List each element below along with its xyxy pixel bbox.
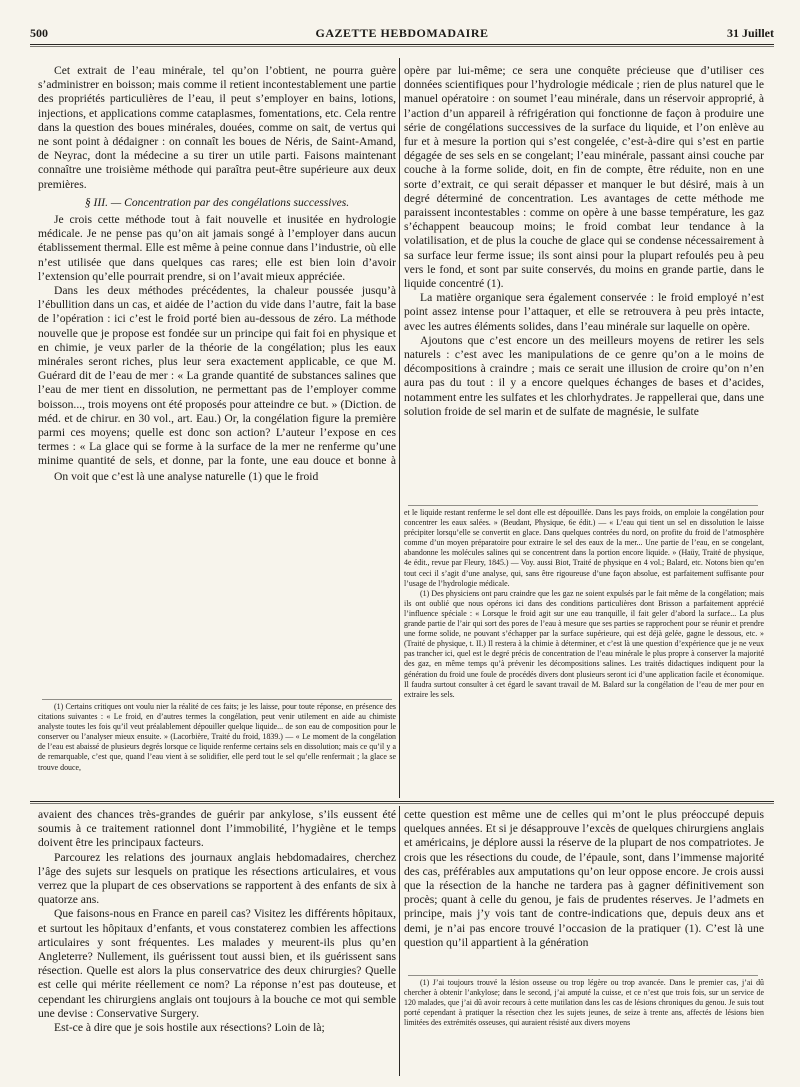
right-notes-rule [408, 505, 758, 506]
paragraph: Je crois cette méthode tout à fait nouvelle et inusitée en hydrologie médicale. Je ne pense pas qu’on ait jamais songé à l’employer dans aucun établissement thermal. Elle est même à peine connue dans l’industrie, où elle n’est utilisée que dans quelques cas rares; elle est bien loin d’avoir l’extension qu’elle pourrait prendre, si on l’avait mieux appréciée. [38, 213, 396, 283]
left-notes-rule [42, 699, 392, 700]
footnote-text: (1) J’ai toujours trouvé la lésion osseuse ou trop légère ou trop avancée. Dans le premier cas, j’ai dû chercher à obtenir l’ankylose; dans le second, j’ai amputé la cuisse, et ce n’est que trois fois, sur un service de 120 malades, que j’ai dû avoir recours à cette mutilation dans les cas de lésions chroniques du genou. Je suis tout porté cependant à pratiquer la résection chez les sujets jeunes, de seize à trente ans, affectés de lésions bien limitées des extrémités osseuses, qui auraient résisté aux divers moyens [404, 978, 764, 1028]
top-column-divider [399, 58, 400, 798]
bottom-right-column [404, 808, 764, 974]
top-left-column [38, 64, 396, 470]
paragraph: Cet extrait de l’eau minérale, tel qu’on l’obtient, ne pourra guère s’administrer en boisson; mais comme il retient incontestablement une partie des propriétés particulières de l’eau, il peut s’employer en bains, lotions, injections, et applications comme cataplasmes, fomentations, etc. Cela rentre dans la question des boues minérales, douées, comme on sait, de vertus qui ne sont point à dédaigner : on connaît les boues de Néris, de Saint-Amand, de Neyrac, dont la médecine a su tirer un utile parti. Faisons maintenant connaître une troisième méthode qui paraîtra peut-être supérieure aux deux premières. [38, 64, 396, 191]
paragraph: Ajoutons que c’est encore un des meilleurs moyens de retirer les sels naturels : c’est avec les manipulations de ce genre qu’on a le moins de décompositions à craindre ; mais ce serait une illusion de croire qu’on n’en aura pas du tout : il y a encore quelques échanges de bases et d’acides, notamment entre les sulfates et les chlorhydrates. Je rappellerai que, dans une solution froide de sel marin et de sulfate de magnésie, le sulfate [404, 333, 764, 418]
footnote-text: (1) Des physiciens ont paru craindre que les gaz ne soient expulsés par le fait même de la congélation; mais ils ont oublié que nous opérons ici dans des conditions particulières dont Brisson a parfaitement apprécié l’influence spéciale : « Lorsque le froid agit sur une eau tranquille, il fait geler d’abord la surface... La plus grande partie de l’air qui sort des pores de l’eau à mesure que ses parties se rapprochent pour se réunir et prendre une forme solide, ne pouvant s’échapper par la surface supérieure, qui est déjà gelée, gagne le dessous, etc. » (Traité de physique, t. II.) Il restera à la chimie à déterminer, et c’est là une question d’expérience que je ne veux pas trancher ici, quel est le degré précis de concentration de l’eau minérale le plus propre à conserver la majorité des gaz, en même temps qu’à prévenir les décompositions salines. Les traités didactiques indiquent pour la génération du froid une foule de procédés divers dont plusieurs seront ici d’une application facile et économique. Il faudra surtout consulter à cet égard le savant travail de M. Balard sur la congélation de l’eau de mer pour en extraire les sels. [404, 588, 764, 699]
section-heading: § III. — Concentration par des congélations successives. [84, 195, 350, 209]
paragraph: Que faisons-nous en France en pareil cas? Visitez les différents hôpitaux, et surtout les hôpitaux d’enfants, et vous constaterez combien les affections articulaires y sont fréquentes. Les malades y meurent-ils plus qu’en Angleterre? Nullement, ils guérissent tout aussi bien, et ils guérissent sans résection. Quelle est alors la plus conservatrice des deux chirurgies? Quelle est celle qui mérite réellement ce nom? La réponse n’est pas douteuse, et cependant les chirurgiens anglais ont toujours à la bouche ce mot qui semble une devise : Conservative Surgery. [38, 907, 396, 1020]
bottom-right-notes-rule [408, 975, 758, 976]
top-right-column [404, 64, 764, 504]
footnote-text: et le liquide restant renferme le sel dont elle est dépouillée. Dans les pays froids, on emploie la congélation pour concentrer les eaux salées. » (Beudant, Physique, 6e édit.) — « L’eau qui tient un sel en dissolution le laisse précipiter lorsqu’elle se convertit en glace. Dans quelques contrées du nord, on profite du froid de l’atmosphère comme d’un moyen préparatoire pour extraire le sel des eaux de la mer... Une partie de l’eau, en se congelant, abandonne les molécules salines qui se concentrent dans la portion encore liquide. » (Haüy, Traité de physique, 4e édit., revue par Fleury, 1845.) — Voy. aussi Biot, Traité de physique en 4 vol.; Balard, etc. Notons bien qu’en tout ceci il s’agit d’une analyse, qui, sans être rigoureuse d’une façon absolue, est parfaitement suffisante pour l’usage de l’hydrologie médicale. [404, 508, 764, 588]
bottom-column-divider [399, 806, 400, 1076]
paragraph: Est-ce à dire que je sois hostile aux résections? Loin de là; [54, 1021, 325, 1035]
footnote-text: (1) Certains critiques ont voulu nier la réalité de ces faits; je les laisse, pour toute réponse, en présence des citations suivantes : « Le froid, en d’autres termes la congélation, peut venir utilement en aide au chimiste analyste toutes les fois qu’il veut préalablement dépouiller quelque liquide... de son eau de composition pour le conserver ou l’analyser mieux ensuite. » (Lacorbière, Traité du froid, 1839.) — « Le moment de la congélation de l’eau est abaissé de plusieurs degrés lorsque ce liquide renferme certains sels en dissolution; mais ce qu’il y a de remarquable, c’est que, quand l’eau vient à se solidifier, elle perd tout le sel qu’elle renfermait ; la glace se trouve douce, [38, 702, 396, 772]
top-left-footnote [38, 702, 396, 794]
header-rule [30, 44, 774, 45]
top-left-column-continued [38, 470, 396, 698]
page-header [30, 26, 774, 44]
header-rule-second [30, 46, 774, 47]
paragraph: Dans les deux méthodes précédentes, la chaleur poussée jusqu’à l’ébullition dans un cas, et aidée de l’action du vide dans l’autre, fait la base de l’opération : ici c’est le froid porté bien au-dessous de zéro. La méthode nouvelle que je propose est fondée sur un principe qui fait foi en physique et en chimie, je veux parler de la théorie de la congélation; plus les eaux minérales seront riches, plus leur sera exactement applicable, ce que M. Guérard dit de l’eau de mer : « La grande quantité de substances salines que l’eau de mer tient en dissolution, ne permettant pas de l’employer comme boisson..., trois moyens ont été proposés pour atteindre ce but. » (Diction. de méd. et de chirur. en 30 vol., art. Eau.) Or, la congélation figure la première parmi ces moyens; quelle est donc son action? L’auteur l’expose en ces termes : « La glace qui se forme à la surface de la mer ne renferme qu’une minime quantité de sels, et donne, par la fonte, une eau douce et bonne à [38, 284, 396, 468]
issue-date: 31 Juillet [727, 26, 774, 40]
bottom-left-column [38, 808, 396, 1073]
paragraph: On voit que c’est là une analyse naturelle (1) que le froid [54, 470, 319, 483]
top-right-footnotes [404, 508, 764, 806]
paragraph: avaient des chances très-grandes de guérir par ankylose, s’ils eussent été soumis à ce traitement rationnel dont l’immobilité, l’hygiène et le temps doivent être les principaux facteurs. [38, 808, 396, 850]
page-number: 500 [30, 26, 48, 40]
paragraph: La matière organique sera également conservée : le froid employé n’est point assez intense pour l’attaquer, et elle se retrouvera à peu près intacte, avec les autres éléments solides, dans l’eau minérale sur laquelle on opère. [404, 291, 764, 333]
paragraph: cette question est même une de celles qui m’ont le plus préoccupé depuis quelques années. Et si je désapprouve l’excès de quelques chirurgiens anglais et américains, je déplore aussi la réserve de la plupart de nos compatriotes. Je crois que les résections du coude, de l’épaule, sont, dans l’immense majorité des cas, préférables aux amputations qu’on leur oppose encore. Je crois aussi que la résection de la hanche ne tardera pas à gagner définitivement son procès; quant à celle du genou, je fais de prudentes réserves. Je l’admets en principe, mais j’y vois tant de contre-indications que, depuis deux ans et demi, je n’ai pas encore trouvé l’occasion de la pratiquer (1). C’est là une question qu’il appartient à la génération [404, 808, 764, 949]
paragraph: Parcourez les relations des journaux anglais hebdomadaires, cherchez l’âge des sujets sur lesquels on pratique les résections articulaires, et vous verrez que la plupart de ces observations se rapportent à des enfants de six à quatorze ans. [38, 850, 396, 907]
bottom-right-footnote [404, 978, 764, 1074]
publication-title: GAZETTE HEBDOMADAIRE [315, 26, 489, 40]
paragraph: opère par lui-même; ce sera une conquête précieuse que d’utiliser ces données scientifiques pour l’hydrologie médicale ; rien de plus naturel que le manuel opératoire : on soumet l’eau minérale, dans un réservoir approprié, à l’action d’un appareil à réfrigération qui fonctionne de façon à produire une série de congélations successives de la surface du liquide, et l’on enlève au fur et à mesure la portion qui s’est congelée, c’est-à-dire qui s’est en partie dégagée de ses sels en se congelant; l’eau minérale, passant ainsi couche par couche à la forme solide, doit, en fin de compte, être réduite, non en une sorte d’extrait, ce qui serait dépasser et manquer le but désiré, mais à un degré déterminé de concentration. Les avantages de cette méthode me paraissent incontestables : comme on opère à une basse température, les gaz s’échappent beaucoup moins; le froid combat leur tendance à la volatilisation, et de plus la couche de glace qui se condense nécessairement à sa surface leur ferme issue; ils sont ainsi pour la plupart refoulés peu à peu vers le fond, et sont par suite conservés, du moins en grande partie, dans le liquide concentré (1). [404, 64, 764, 291]
